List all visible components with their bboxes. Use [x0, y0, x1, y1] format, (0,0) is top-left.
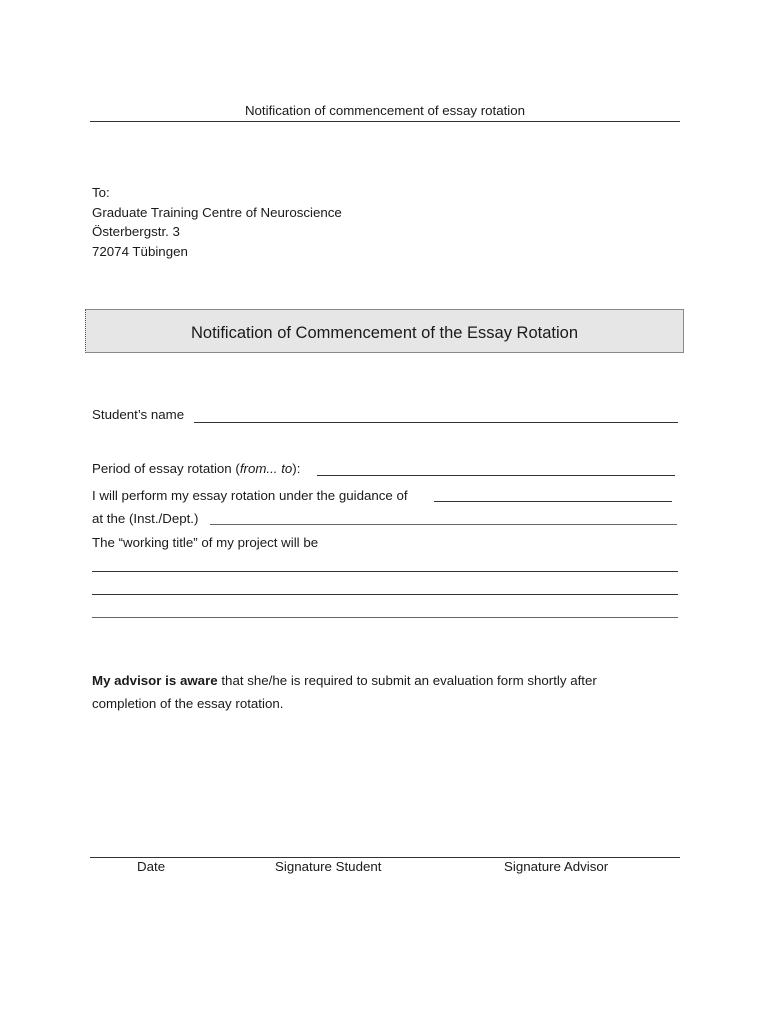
address-line-3: 72074 Tübingen: [92, 244, 188, 259]
signature-student-label: Signature Student: [275, 859, 382, 874]
advisor-note-rest: that she/he is required to submit an evaluation form shortly after: [217, 673, 597, 688]
period-label: [92, 461, 300, 477]
period-label-prefix: Period of essay rotation (: [92, 461, 240, 476]
signature-divider: [90, 857, 680, 858]
signature-advisor-label: Signature Advisor: [504, 859, 609, 874]
working-title-line-3[interactable]: [92, 617, 678, 618]
working-title-line-1[interactable]: [92, 571, 678, 572]
address-line-1: Graduate Training Centre of Neuroscience: [92, 205, 342, 220]
address-line-2: Österbergstr. 3: [92, 224, 180, 239]
working-title-line-2[interactable]: [92, 594, 678, 595]
institute-field[interactable]: [210, 524, 677, 525]
advisor-note-line-2: completion of the essay rotation.: [92, 696, 284, 711]
address-to-label: To:: [92, 185, 110, 200]
institute-label: at the (Inst./Dept.): [92, 511, 199, 526]
page-header-title: Notification of commencement of essay rotation: [244, 103, 526, 118]
guidance-label: I will perform my essay rotation under the guidance of: [92, 488, 408, 503]
form-title: Notification of Commencement of the Essay Rotation: [190, 324, 579, 342]
header-divider: [90, 121, 680, 122]
guidance-field[interactable]: [434, 501, 672, 502]
student-name-field[interactable]: [194, 422, 678, 423]
period-label-suffix: ):: [292, 461, 301, 476]
advisor-note-line-1: [92, 673, 597, 689]
date-label: Date: [137, 859, 166, 874]
form-title-box: [85, 309, 684, 353]
advisor-note-bold: My advisor is aware: [92, 673, 218, 688]
student-name-label: Student’s name: [92, 407, 185, 422]
period-label-italic: from... to: [239, 461, 293, 476]
working-title-label: The “working title” of my project will be: [92, 535, 319, 550]
period-field[interactable]: [317, 475, 675, 476]
